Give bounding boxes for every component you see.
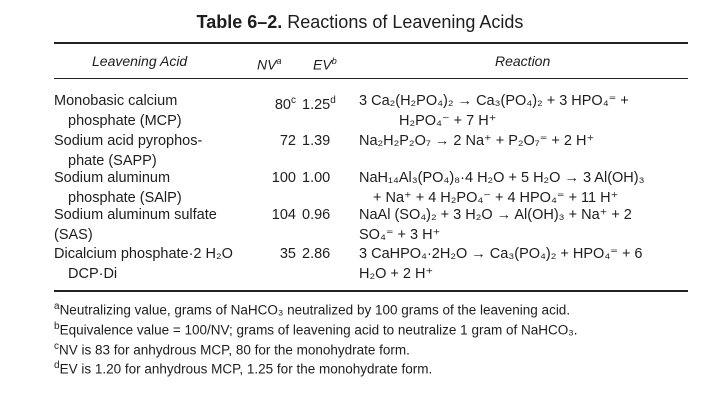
table-row [54, 244, 694, 286]
ev-value: 2.86 [302, 246, 331, 262]
reaction-equation: NaH₁₄Al₃(PO₄)₈·4 H₂O + 5 H₂O → 3 Al(OH)₃ + Na⁺ + 4 H₂PO₄⁻ + 4 HPO₄⁼ + 11 H⁺ [359, 170, 645, 206]
reaction-equation: 3 CaHPO₄·2H₂O → Ca₃(PO₄)₂ + HPO₄⁼ + 6 H₂O + 2 H⁺ [359, 246, 643, 282]
nv-value: 72 [279, 133, 296, 149]
nv-value: 100 [271, 170, 296, 186]
footnote-d: $^d$EV is 1.20 for anhydrous MCP, 1.25 for the monohydrate form. [54, 360, 433, 377]
bottom-rule [54, 290, 688, 292]
header-nv: $NV^a$ [257, 56, 282, 73]
reaction-equation: 3 Ca₂(H₂PO₄)₂ → Ca₃(PO₄)₂ + 3 HPO₄⁼ + H₂PO₄⁻ + 7 H⁺ [359, 93, 629, 129]
table-row [54, 91, 694, 133]
footnote-c: $^c$NV is 83 for anhydrous MCP, 80 for the monohydrate form. [54, 341, 410, 358]
acid-name: Monobasic calcium phosphate (MCP) [54, 93, 182, 129]
table-row [54, 131, 694, 173]
ev-value: 1.25$^d$ [302, 95, 336, 113]
nv-value: 104 [271, 207, 296, 223]
table-row [54, 168, 694, 210]
header-ev: $EV^b$ [313, 56, 337, 73]
acid-name: Sodium acid pyrophos- phate (SAPP) [54, 133, 203, 169]
table-caption: Reactions of Leavening Acids [287, 12, 524, 32]
top-rule [54, 42, 688, 44]
nv-value: 80$^c$ [274, 95, 296, 113]
acid-name: Dicalcium phosphate·2 H₂O DCP·Di [54, 246, 233, 282]
table-number: Table 6–2. [196, 12, 283, 32]
table-title [0, 10, 720, 34]
reaction-equation: NaAl (SO₄)₂ + 3 H₂O → Al(OH)₃ + Na⁺ + 2 SO₄⁼ + 3 H⁺ [359, 207, 632, 243]
footnote-a: $^a$Neutralizing value, grams of NaHCO₃ neutralized by 100 grams of the leavening acid. [54, 301, 571, 318]
ev-value: 1.39 [302, 133, 331, 149]
footnote-b: $^b$Equivalence value = 100/NV; grams of leavening acid to neutralize 1 gram of NaHCO₃. [54, 321, 578, 338]
header-leavening-acid: Leavening Acid [92, 53, 188, 69]
header-rule [54, 78, 688, 79]
ev-value: 1.00 [302, 170, 331, 186]
reaction-equation: Na₂H₂P₂O₇ → 2 Na⁺ + P₂O₇⁼ + 2 H⁺ [359, 133, 595, 149]
header-reaction: Reaction [495, 53, 551, 69]
ev-value: 0.96 [302, 207, 331, 223]
nv-value: 35 [279, 246, 296, 262]
table-row [54, 205, 694, 247]
acid-name: Sodium aluminum phosphate (SAlP) [54, 170, 182, 206]
acid-name: Sodium aluminum sulfate (SAS) [54, 207, 217, 243]
